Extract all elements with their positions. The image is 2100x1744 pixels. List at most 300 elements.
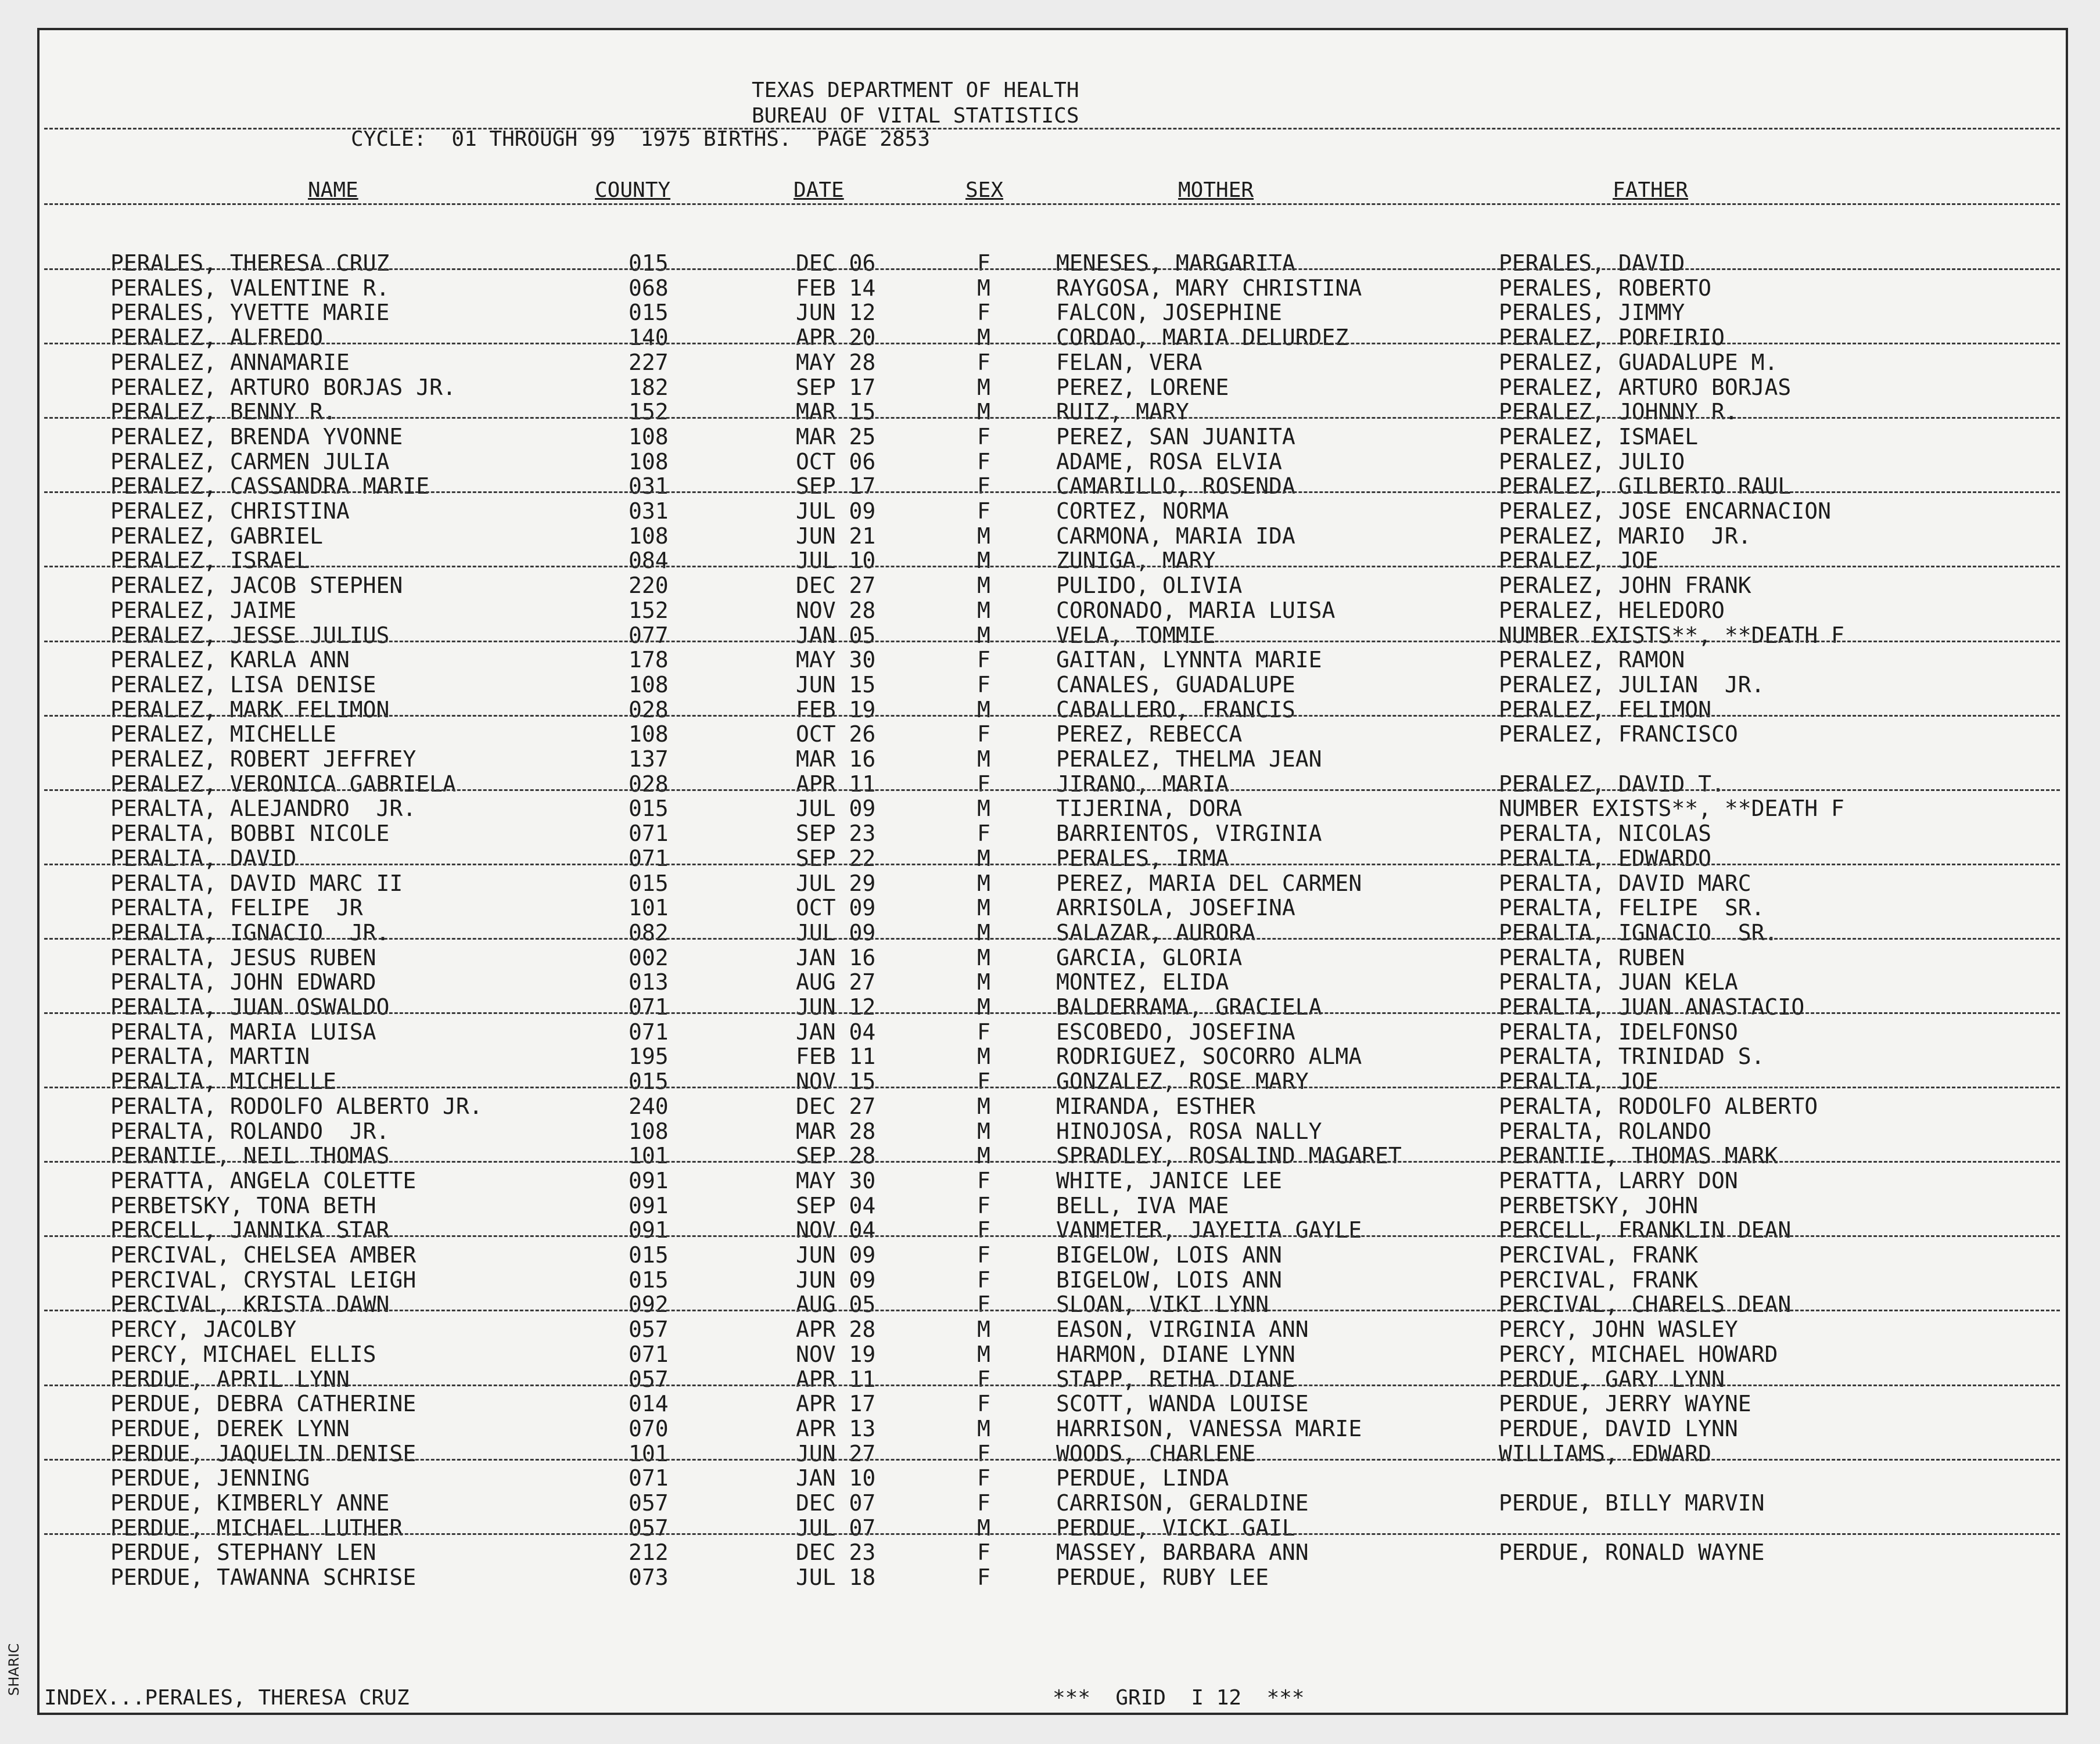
record-mother: CARMONA, MARIA IDA <box>1056 523 1295 549</box>
record-father: PERALTA, TRINIDAD S. <box>1499 1044 1765 1070</box>
record-county: 140 <box>629 325 669 351</box>
record-date: NOV 04 <box>796 1217 876 1243</box>
record-county: 091 <box>629 1167 669 1193</box>
record-name: PERCIVAL, CRYSTAL LEIGH <box>110 1267 417 1293</box>
record-mother: PEREZ, LORENE <box>1056 374 1229 400</box>
record-mother: MONTEZ, ELIDA <box>1056 969 1229 995</box>
record-county: 091 <box>629 1217 669 1243</box>
record-sex: M <box>977 275 990 301</box>
record-mother: ARRISOLA, JOSEFINA <box>1056 895 1295 921</box>
record-date: JUN 09 <box>796 1267 876 1293</box>
record-sex: F <box>977 1019 990 1045</box>
record-name: PERALTA, JUAN OSWALDO <box>110 994 390 1020</box>
column-header-county: COUNTY <box>595 178 671 202</box>
record-date: JUL 09 <box>796 919 876 945</box>
record-sex: M <box>977 1415 990 1441</box>
record-county: 028 <box>629 771 669 797</box>
record-sex: F <box>977 1465 990 1491</box>
row-group-rule <box>44 864 2060 865</box>
record-father: PERATTA, LARRY DON <box>1499 1167 1738 1193</box>
record-date: DEC 27 <box>796 573 876 599</box>
record-date: MAY 28 <box>796 349 876 375</box>
record-date: APR 11 <box>796 1366 876 1392</box>
record-father: PERCY, JOHN WASLEY <box>1499 1317 1738 1343</box>
record-county: 070 <box>629 1415 669 1441</box>
record-sex: F <box>977 1490 990 1516</box>
record-date: SEP 17 <box>796 374 876 400</box>
record-name: PERDUE, JENNING <box>110 1465 310 1491</box>
record-name: PERALTA, BOBBI NICOLE <box>110 821 390 847</box>
record-name: PERALTA, DAVID MARC II <box>110 870 403 896</box>
record-name: PERALTA, JESUS RUBEN <box>110 944 376 970</box>
footer-index: INDEX...PERALES, THERESA CRUZ <box>44 1686 410 1710</box>
record-date: SEP 22 <box>796 845 876 871</box>
record-father: PERALEZ, JOE <box>1499 548 1659 574</box>
record-county: 152 <box>629 399 669 425</box>
record-name: PERDUE, TAWANNA SCHRISE <box>110 1565 417 1591</box>
record-mother: PERALEZ, THELMA JEAN <box>1056 746 1322 772</box>
record-father: PERALEZ, JULIO <box>1499 448 1685 474</box>
record-name: PERALTA, ALEJANDRO JR. <box>110 796 417 822</box>
record-county: 015 <box>629 796 669 822</box>
record-sex: M <box>977 796 990 822</box>
record-date: JUN 09 <box>796 1242 876 1268</box>
record-father: PERALEZ, GUADALUPE M. <box>1499 349 1778 375</box>
record-county: 240 <box>629 1093 669 1119</box>
record-date: SEP 17 <box>796 473 876 499</box>
record-name: PERALEZ, BENNY R. <box>110 399 336 425</box>
record-date: MAR 15 <box>796 399 876 425</box>
record-date: DEC 06 <box>796 250 876 276</box>
record-father: PERDUE, DAVID LYNN <box>1499 1415 1738 1441</box>
record-county: 013 <box>629 969 669 995</box>
record-county: 015 <box>629 1069 669 1095</box>
record-father: PERALEZ, JOSE ENCARNACION <box>1499 498 1831 524</box>
record-name: PERALTA, MARTIN <box>110 1044 310 1070</box>
record-father: PERALTA, EDWARDO <box>1499 845 1712 871</box>
record-county: 108 <box>629 423 669 450</box>
record-date: JUL 29 <box>796 870 876 896</box>
record-sex: M <box>977 325 990 351</box>
record-date: OCT 06 <box>796 448 876 474</box>
record-date: AUG 05 <box>796 1292 876 1318</box>
record-date: MAR 25 <box>796 423 876 450</box>
record-date: MAR 28 <box>796 1118 876 1144</box>
record-mother: STAPP, RETHA DIANE <box>1056 1366 1295 1392</box>
record-name: PERDUE, JAQUELIN DENISE <box>110 1440 417 1466</box>
record-county: 092 <box>629 1292 669 1318</box>
record-father: PERDUE, BILLY MARVIN <box>1499 1490 1765 1516</box>
record-name: PERALEZ, ISRAEL <box>110 548 310 574</box>
record-mother: BIGELOW, LOIS ANN <box>1056 1267 1282 1293</box>
record-sex: F <box>977 498 990 524</box>
record-name: PERALTA, FELIPE JR <box>110 895 363 921</box>
record-father: PERDUE, RONALD WAYNE <box>1499 1540 1765 1566</box>
record-father: PERDUE, GARY LYNN <box>1499 1366 1725 1392</box>
record-sex: F <box>977 349 990 375</box>
record-county: 028 <box>629 696 669 722</box>
record-name: PERALEZ, JACOB STEPHEN <box>110 573 403 599</box>
row-group-rule <box>44 343 2060 344</box>
record-mother: PERDUE, RUBY LEE <box>1056 1565 1269 1591</box>
record-father: PERALTA, IDELFONSO <box>1499 1019 1738 1045</box>
record-father: PERCIVAL, FRANK <box>1499 1267 1699 1293</box>
row-group-rule <box>44 1459 2060 1461</box>
record-mother: SCOTT, WANDA LOUISE <box>1056 1391 1309 1417</box>
record-sex: M <box>977 399 990 425</box>
record-county: 015 <box>629 1242 669 1268</box>
record-date: OCT 09 <box>796 895 876 921</box>
record-father: PERALEZ, MARIO JR. <box>1499 523 1751 549</box>
record-father: PERALEZ, PORFIRIO <box>1499 325 1725 351</box>
record-county: 091 <box>629 1192 669 1218</box>
record-sex: F <box>977 1192 990 1218</box>
record-mother: BARRIENTOS, VIRGINIA <box>1056 821 1322 847</box>
record-county: 031 <box>629 498 669 524</box>
record-sex: F <box>977 473 990 499</box>
record-county: 212 <box>629 1540 669 1566</box>
row-group-rule <box>44 566 2060 567</box>
record-sex: F <box>977 1565 990 1591</box>
record-father: PERALEZ, FRANCISCO <box>1499 721 1738 747</box>
record-father: PERALEZ, HELEDORO <box>1499 597 1725 623</box>
record-father: PERALTA, IGNACIO SR. <box>1499 919 1778 945</box>
record-sex: M <box>977 1143 990 1169</box>
record-date: JAN 16 <box>796 944 876 970</box>
record-mother: PEREZ, SAN JUANITA <box>1056 423 1295 450</box>
record-name: PERALTA, JOHN EDWARD <box>110 969 376 995</box>
record-sex: M <box>977 994 990 1020</box>
record-date: JUN 15 <box>796 671 876 697</box>
record-county: 002 <box>629 944 669 970</box>
record-father: PERALEZ, RAMON <box>1499 647 1685 673</box>
record-father: PERALTA, JUAN ANASTACIO <box>1499 994 1805 1020</box>
record-sex: M <box>977 374 990 400</box>
record-name: PERCY, MICHAEL ELLIS <box>110 1341 376 1367</box>
record-father: PERALES, DAVID <box>1499 250 1685 276</box>
record-sex: F <box>977 448 990 474</box>
record-name: PERALES, YVETTE MARIE <box>110 300 390 326</box>
record-date: NOV 15 <box>796 1069 876 1095</box>
record-county: 015 <box>629 250 669 276</box>
record-sex: M <box>977 746 990 772</box>
record-date: APR 20 <box>796 325 876 351</box>
record-name: PERALEZ, BRENDA YVONNE <box>110 423 403 450</box>
record-date: SEP 04 <box>796 1192 876 1218</box>
record-father: PERALTA, NICOLAS <box>1499 821 1712 847</box>
record-sex: F <box>977 721 990 747</box>
record-sex: M <box>977 1341 990 1367</box>
record-mother: VELA, TOMMIE <box>1056 622 1216 648</box>
record-sex: F <box>977 1292 990 1318</box>
record-date: OCT 26 <box>796 721 876 747</box>
record-name: PERCIVAL, KRISTA DAWN <box>110 1292 390 1318</box>
record-sex: F <box>977 423 990 450</box>
record-date: JUN 21 <box>796 523 876 549</box>
record-father: PERALTA, JOE <box>1499 1069 1659 1095</box>
record-father: PERALTA, FELIPE SR. <box>1499 895 1765 921</box>
record-date: DEC 23 <box>796 1540 876 1566</box>
record-name: PERALEZ, ROBERT JEFFREY <box>110 746 417 772</box>
record-mother: JIRANO, MARIA <box>1056 771 1229 797</box>
record-name: PERCIVAL, CHELSEA AMBER <box>110 1242 417 1268</box>
record-mother: MENESES, MARGARITA <box>1056 250 1295 276</box>
row-group-rule <box>44 1385 2060 1386</box>
column-header-date: DATE <box>794 178 844 202</box>
record-name: PERALTA, DAVID <box>110 845 297 871</box>
record-county: 137 <box>629 746 669 772</box>
record-name: PERDUE, APRIL LYNN <box>110 1366 350 1392</box>
record-mother: GAITAN, LYNNTA MARIE <box>1056 647 1322 673</box>
record-date: SEP 23 <box>796 821 876 847</box>
record-mother: ZUNIGA, MARY <box>1056 548 1216 574</box>
record-father: PERALEZ, JULIAN JR. <box>1499 671 1765 697</box>
record-father: PERANTIE, THOMAS MARK <box>1499 1143 1778 1169</box>
record-county: 108 <box>629 523 669 549</box>
record-county: 108 <box>629 1118 669 1144</box>
row-group-rule <box>44 1533 2060 1535</box>
record-name: PERALEZ, ARTURO BORJAS JR. <box>110 374 456 400</box>
record-mother: PERDUE, LINDA <box>1056 1465 1229 1491</box>
record-name: PERALEZ, MICHELLE <box>110 721 336 747</box>
record-date: NOV 19 <box>796 1341 876 1367</box>
row-group-rule <box>44 1235 2060 1237</box>
record-county: 195 <box>629 1044 669 1070</box>
record-father: PERBETSKY, JOHN <box>1499 1192 1699 1218</box>
record-father: PERALTA, DAVID MARC <box>1499 870 1751 896</box>
row-group-rule <box>44 417 2060 419</box>
record-name: PERALEZ, JAIME <box>110 597 297 623</box>
record-sex: M <box>977 895 990 921</box>
record-mother: CORDAO, MARIA DELURDEZ <box>1056 325 1349 351</box>
record-county: 071 <box>629 1465 669 1491</box>
record-name: PERCELL, JANNIKA STAR <box>110 1217 390 1243</box>
record-mother: CORTEZ, NORMA <box>1056 498 1229 524</box>
record-county: 057 <box>629 1317 669 1343</box>
record-sex: M <box>977 870 990 896</box>
column-header-sex: SEX <box>965 178 1004 202</box>
record-father: PERALTA, RODOLFO ALBERTO <box>1499 1093 1818 1119</box>
record-county: 082 <box>629 919 669 945</box>
record-sex: F <box>977 300 990 326</box>
record-date: NOV 28 <box>796 597 876 623</box>
record-mother: PEREZ, REBECCA <box>1056 721 1243 747</box>
record-father: PERALES, ROBERTO <box>1499 275 1712 301</box>
record-name: PERALTA, RODOLFO ALBERTO JR. <box>110 1093 483 1119</box>
record-county: 227 <box>629 349 669 375</box>
record-mother: WOODS, CHARLENE <box>1056 1440 1256 1466</box>
record-sex: M <box>977 597 990 623</box>
record-county: 108 <box>629 448 669 474</box>
record-father: PERALTA, RUBEN <box>1499 944 1685 970</box>
record-mother: PEREZ, MARIA DEL CARMEN <box>1056 870 1362 896</box>
record-father: PERALTA, ROLANDO <box>1499 1118 1712 1144</box>
record-county: 071 <box>629 821 669 847</box>
record-date: JAN 10 <box>796 1465 876 1491</box>
record-father: PERALEZ, JOHNNY R. <box>1499 399 1738 425</box>
record-father: WILLIAMS, EDWARD <box>1499 1440 1712 1466</box>
record-date: DEC 27 <box>796 1093 876 1119</box>
record-name: PERBETSKY, TONA BETH <box>110 1192 376 1218</box>
record-sex: M <box>977 944 990 970</box>
row-group-rule <box>44 1087 2060 1088</box>
record-county: 015 <box>629 300 669 326</box>
record-mother: MIRANDA, ESTHER <box>1056 1093 1256 1119</box>
record-mother: MASSEY, BARBARA ANN <box>1056 1540 1309 1566</box>
record-father: PERCIVAL, FRANK <box>1499 1242 1699 1268</box>
record-date: MAY 30 <box>796 647 876 673</box>
record-sex: F <box>977 1069 990 1095</box>
row-group-rule <box>44 491 2060 493</box>
record-father: PERALTA, JUAN KELA <box>1499 969 1738 995</box>
record-name: PERALES, THERESA CRUZ <box>110 250 390 276</box>
record-name: PERALTA, IGNACIO JR. <box>110 919 390 945</box>
record-sex: M <box>977 548 990 574</box>
record-sex: F <box>977 1167 990 1193</box>
document-page <box>37 28 2068 1715</box>
record-father: PERALEZ, FELIMON <box>1499 696 1712 722</box>
record-date: JUN 12 <box>796 300 876 326</box>
record-mother: TIJERINA, DORA <box>1056 796 1243 822</box>
record-father: PERCELL, FRANKLIN DEAN <box>1499 1217 1792 1243</box>
record-county: 071 <box>629 1019 669 1045</box>
record-county: 101 <box>629 1440 669 1466</box>
record-sex: F <box>977 647 990 673</box>
record-name: PERALEZ, CHRISTINA <box>110 498 350 524</box>
record-sex: F <box>977 1440 990 1466</box>
record-name: PERALEZ, ALFREDO <box>110 325 324 351</box>
row-group-rule <box>44 938 2060 940</box>
record-sex: F <box>977 1267 990 1293</box>
record-mother: SALAZAR, AURORA <box>1056 919 1256 945</box>
record-sex: M <box>977 919 990 945</box>
row-group-rule <box>44 1161 2060 1163</box>
record-father: PERALEZ, DAVID T. <box>1499 771 1725 797</box>
record-name: PERALEZ, CASSANDRA MARIE <box>110 473 430 499</box>
record-sex: F <box>977 1391 990 1417</box>
record-name: PERANTIE, NEIL THOMAS <box>110 1143 390 1169</box>
record-mother: PERALES, IRMA <box>1056 845 1229 871</box>
record-name: PERALTA, ROLANDO JR. <box>110 1118 390 1144</box>
record-father: PERALEZ, JOHN FRANK <box>1499 573 1751 599</box>
record-county: 108 <box>629 721 669 747</box>
record-mother: CAMARILLO, ROSENDA <box>1056 473 1295 499</box>
record-date: JAN 04 <box>796 1019 876 1045</box>
record-mother: RODRIGUEZ, SOCORRO ALMA <box>1056 1044 1362 1070</box>
record-county: 014 <box>629 1391 669 1417</box>
record-mother: BIGELOW, LOIS ANN <box>1056 1242 1282 1268</box>
record-mother: WHITE, JANICE LEE <box>1056 1167 1282 1193</box>
record-sex: F <box>977 1242 990 1268</box>
record-mother: CABALLERO, FRANCIS <box>1056 696 1295 722</box>
record-mother: SPRADLEY, ROSALIND MAGARET <box>1056 1143 1402 1169</box>
record-sex: F <box>977 1540 990 1566</box>
record-sex: M <box>977 523 990 549</box>
record-sex: M <box>977 845 990 871</box>
record-name: PERALEZ, ANNAMARIE <box>110 349 350 375</box>
record-county: 057 <box>629 1515 669 1541</box>
record-sex: M <box>977 1317 990 1343</box>
column-header-mother: MOTHER <box>1178 178 1254 202</box>
record-mother: EASON, VIRGINIA ANN <box>1056 1317 1309 1343</box>
record-county: 178 <box>629 647 669 673</box>
record-name: PERALEZ, CARMEN JULIA <box>110 448 390 474</box>
record-father: PERCY, MICHAEL HOWARD <box>1499 1341 1778 1367</box>
record-county: 031 <box>629 473 669 499</box>
record-county: 101 <box>629 895 669 921</box>
record-date: SEP 28 <box>796 1143 876 1169</box>
record-name: PERALEZ, MARK FELIMON <box>110 696 390 722</box>
record-name: PERALEZ, GABRIEL <box>110 523 324 549</box>
record-county: 101 <box>629 1143 669 1169</box>
record-mother: RAYGOSA, MARY CHRISTINA <box>1056 275 1362 301</box>
cycle-line: CYCLE: 01 THROUGH 99 1975 BIRTHS. PAGE 2853 <box>351 127 930 151</box>
record-county: 152 <box>629 597 669 623</box>
footer-grid: *** GRID I 12 *** <box>1053 1686 1305 1710</box>
record-mother: CORONADO, MARIA LUISA <box>1056 597 1336 623</box>
record-sex: M <box>977 1118 990 1144</box>
record-sex: M <box>977 969 990 995</box>
record-date: APR 11 <box>796 771 876 797</box>
record-mother: PERDUE, VICKI GAIL <box>1056 1515 1295 1541</box>
record-county: 182 <box>629 374 669 400</box>
record-sex: F <box>977 1366 990 1392</box>
record-mother: VANMETER, JAYEITA GAYLE <box>1056 1217 1362 1243</box>
record-sex: F <box>977 771 990 797</box>
record-county: 073 <box>629 1565 669 1591</box>
record-father: PERDUE, JERRY WAYNE <box>1499 1391 1751 1417</box>
record-date: AUG 27 <box>796 969 876 995</box>
record-father: PERCIVAL, CHARELS DEAN <box>1499 1292 1792 1318</box>
record-date: JUL 10 <box>796 548 876 574</box>
record-name: PERALEZ, VERONICA GABRIELA <box>110 771 456 797</box>
record-sex: F <box>977 1217 990 1243</box>
record-mother: SLOAN, VIKI LYNN <box>1056 1292 1269 1318</box>
record-county: 071 <box>629 1341 669 1367</box>
record-date: MAR 16 <box>796 746 876 772</box>
record-date: JUL 09 <box>796 498 876 524</box>
record-date: JUN 12 <box>796 994 876 1020</box>
header-rule <box>44 128 2060 130</box>
record-name: PERALTA, MARIA LUISA <box>110 1019 376 1045</box>
record-name: PERALTA, MICHELLE <box>110 1069 336 1095</box>
record-father: PERALEZ, ISMAEL <box>1499 423 1699 450</box>
record-date: JUN 27 <box>796 1440 876 1466</box>
record-sex: F <box>977 250 990 276</box>
record-date: APR 13 <box>796 1415 876 1441</box>
record-county: 071 <box>629 845 669 871</box>
column-header-rule <box>44 203 2060 205</box>
record-mother: CARRISON, GERALDINE <box>1056 1490 1309 1516</box>
record-mother: FELAN, VERA <box>1056 349 1202 375</box>
record-mother: PULIDO, OLIVIA <box>1056 573 1243 599</box>
record-sex: M <box>977 696 990 722</box>
record-date: JUL 18 <box>796 1565 876 1591</box>
record-name: PERALES, VALENTINE R. <box>110 275 390 301</box>
record-sex: F <box>977 671 990 697</box>
row-group-rule <box>44 641 2060 642</box>
row-group-rule <box>44 789 2060 791</box>
record-name: PERDUE, MICHAEL LUTHER <box>110 1515 403 1541</box>
title-line-2: BUREAU OF VITAL STATISTICS <box>752 104 1079 128</box>
record-county: 015 <box>629 1267 669 1293</box>
record-mother: HINOJOSA, ROSA NALLY <box>1056 1118 1322 1144</box>
record-county: 015 <box>629 870 669 896</box>
record-date: FEB 11 <box>796 1044 876 1070</box>
record-county: 057 <box>629 1490 669 1516</box>
margin-label: SHARIC <box>6 1643 22 1696</box>
record-date: FEB 19 <box>796 696 876 722</box>
